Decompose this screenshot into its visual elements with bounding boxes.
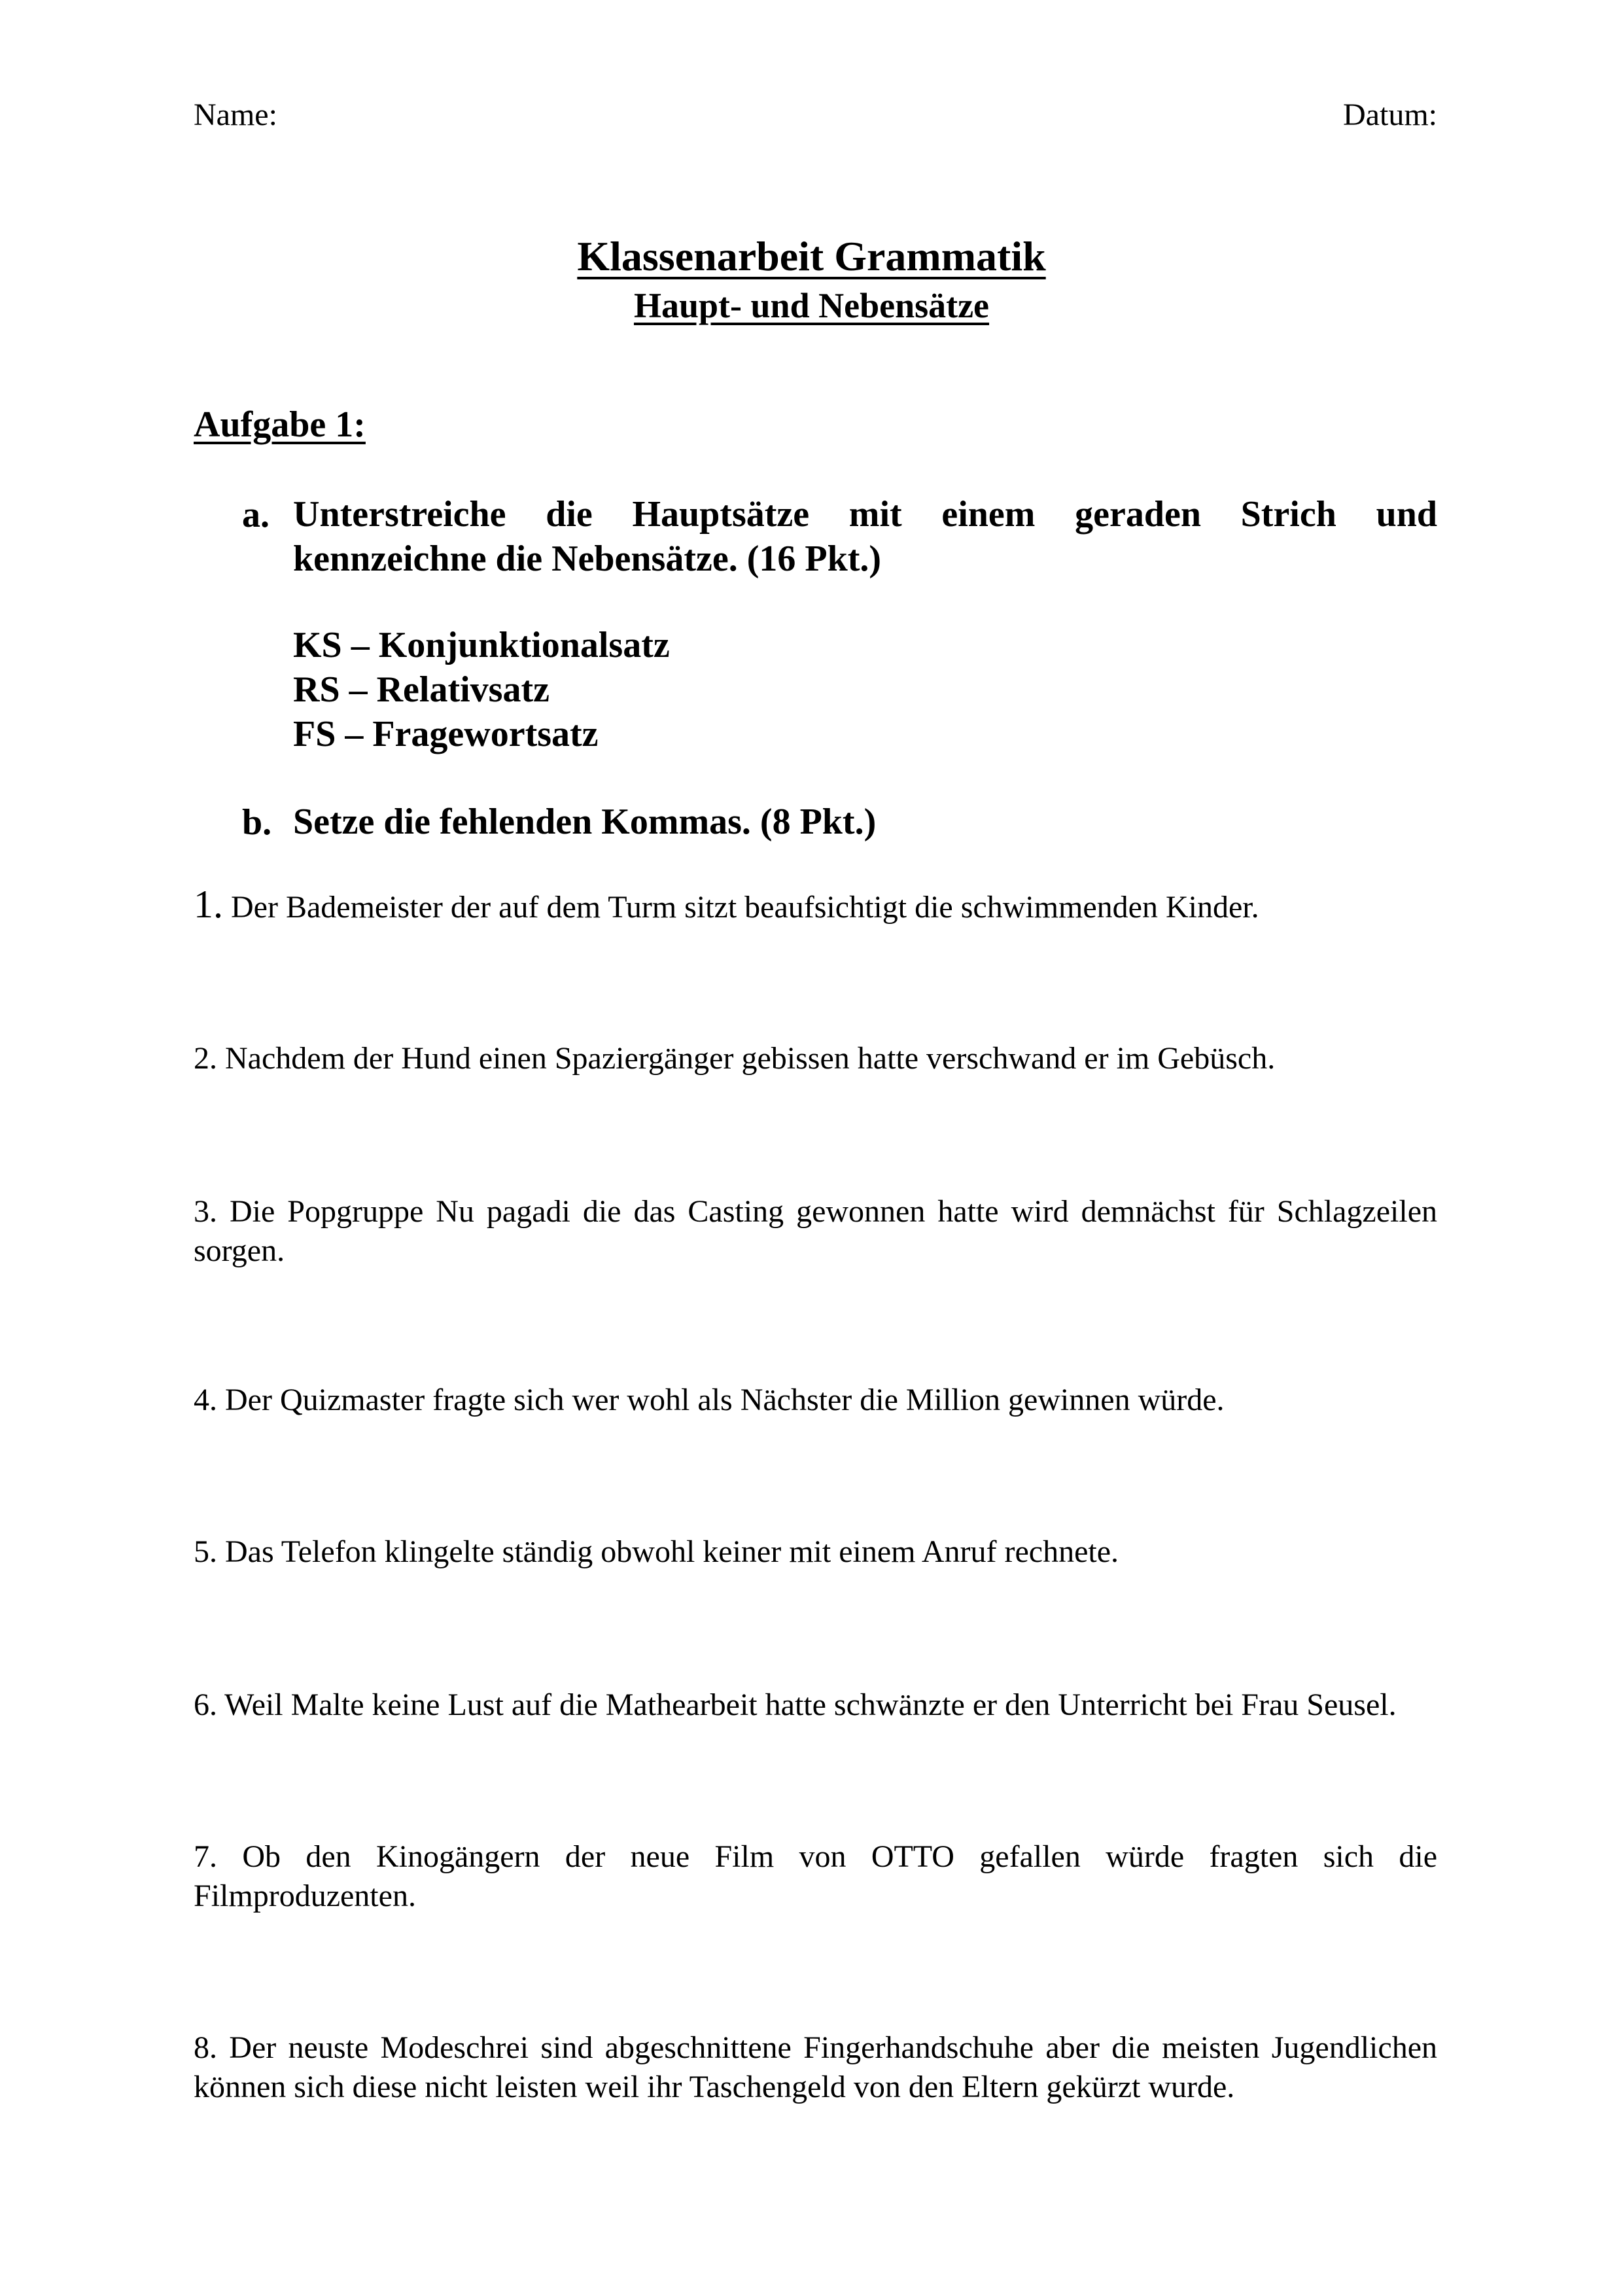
sentence-text: Weil Malte keine Lust auf die Mathearbeit hatte schwänzte er den Unterricht bei Frau Seusel. [217,1687,1397,1722]
sentence-2 [194,1039,1437,1078]
sentence-1 [194,885,1437,927]
abbreviation-fs: FS – Fragewortsatz [293,714,599,754]
sentence-number: 8. [194,2030,217,2065]
task-heading: Aufgabe 1: [194,404,366,445]
sentence-3 [194,1192,1437,1271]
sentence-text: Der Bademeister der auf dem Turm sitzt beaufsichtigt die schwimmenden Kinder. [223,890,1259,925]
sentence-number: 2. [194,1041,217,1076]
sentence-text: Der Quizmaster fragte sich wer wohl als Nächster die Million gewinnen würde. [217,1383,1225,1417]
part-a-instruction [293,492,1437,581]
sentence-number: 6. [194,1687,217,1722]
sentence-4 [194,1381,1437,1420]
sentence-number: 1. [194,883,223,926]
sentence-text: Nachdem der Hund einen Spaziergänger gebissen hatte verschwand er im Gebüsch. [217,1041,1276,1076]
part-a-line-2: kennzeichne die Nebensätze. (16 Pkt.) [293,539,882,579]
sentence-text: Das Telefon klingelte ständig obwohl keiner mit einem Anruf rechnete. [217,1534,1119,1569]
part-a-line-1: Unterstreiche die Hauptsätze mit einem geraden Strich und [293,494,1437,535]
page-title: Klassenarbeit Grammatik [577,233,1046,279]
sentence-text: Die Popgruppe Nu pagadi die das Casting gewonnen hatte wird demnächst für Schlagzeilen sorgen. [194,1194,1437,1268]
abbreviation-rs: RS – Relativsatz [293,669,550,710]
abbreviation-list [293,623,670,756]
sentence-number: 5. [194,1534,217,1569]
sentence-number: 3. [194,1194,217,1229]
part-b-instruction: Setze die fehlenden Kommas. (8 Pkt.) [293,802,877,842]
date-label: Datum: [1343,97,1437,132]
page-subtitle: Haupt- und Nebensätze [633,286,990,325]
sentence-6 [194,1686,1437,1725]
sentence-text: Ob den Kinogängern der neue Film von OTTO gefallen würde fragten sich die Filmproduzenten. [194,1839,1437,1913]
sentence-7 [194,1837,1437,1916]
sentence-8 [194,2028,1437,2107]
sentence-5 [194,1532,1437,1572]
sentence-number: 4. [194,1383,217,1417]
part-b-marker: b. [242,802,272,843]
name-label: Name: [194,97,277,132]
part-a-marker: a. [242,495,270,535]
sentence-number: 7. [194,1839,217,1874]
sentence-text: Der neuste Modeschrei sind abgeschnittene Fingerhandschuhe aber die meisten Jugendlichen können sich diese nicht leisten weil ihr Taschengeld von den Eltern gekürzt wurde. [194,2030,1437,2104]
abbreviation-ks: KS – Konjunktionalsatz [293,625,670,665]
